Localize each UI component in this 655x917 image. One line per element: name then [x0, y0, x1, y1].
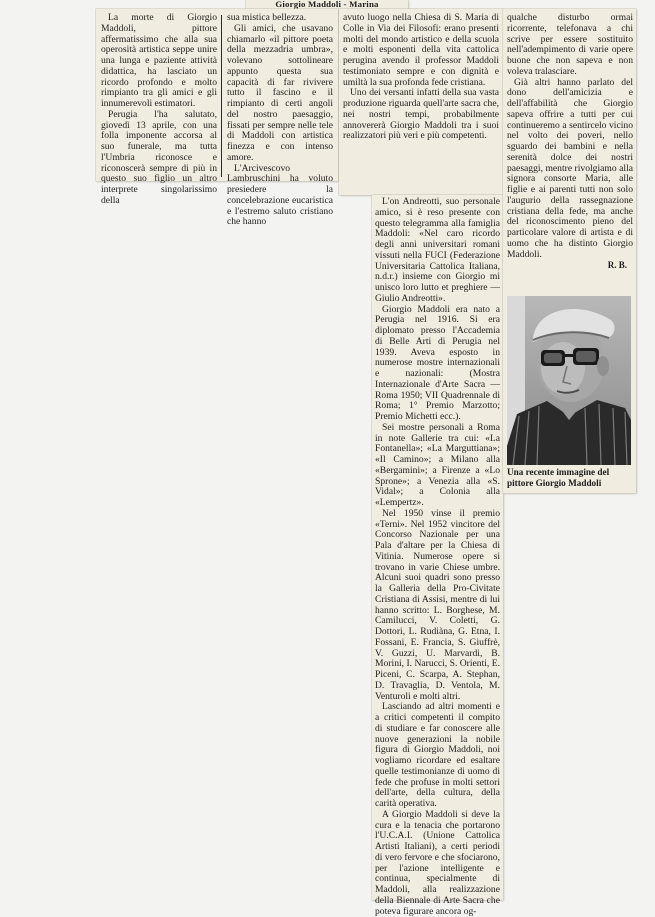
paragraph: Uno dei versanti infatti della sua vasta produzione riguarda quell'arte sacra che, nei nostri tempi, probabilmente annovererà Giorgio Maddoli tra i suoi realizzatori più veri e più competenti.	[343, 87, 499, 142]
header-title: Giorgio Maddoli - Marina	[275, 0, 379, 9]
paragraph: Sei mostre personali a Roma in note Gallerie tra cui: «La Fontanella»; «La Marguttiana»; «Il Camino»; a Milano alla «Bergamini»; a Firenze a «Lo Sprone»; a Venezia alla «S. Vidal»; a Colonia alla «Lempertz».	[375, 421, 500, 508]
paragraph: La morte di Giorgio Maddoli, pittore affermatissimo che alla sua operosità artistica seppe unire una lunga e paziente attività didattica, ha lasciato un ricordo profondo e molto rimpianto tra gli amici e gli innumerevoli estimatori.	[101, 12, 217, 109]
paragraph: L'Arcivescovo Lambruschini ha voluto presiedere la concelebrazione eucaristica e l'estremo saluto cristiano che hanno	[227, 162, 333, 228]
paragraph: Già altri hanno parlato del dono dell'amicizia e dell'affabilità che Giorgio sapeva offrire a tutti per cui continueremo a sentircelo vicino nel volto dei poveri, nello sguardo dei bambini e nella serenità dolce dei nostri paesaggi, mentre rivolgiamo alla signora consorte Maria, alle figlie e ai parenti tutti non solo l'augurio della rassegnazione cristiana della fede, ma anche del riconoscimento pieno del particolare valore di artista e di uomo che ha distinto Giorgio Maddoli.	[507, 76, 633, 260]
paragraph: Nel 1950 vinse il premio «Terni». Nel 1952 vincitore del Concorso Nazionale per una Pala d'altare per la Chiesa di Vitinia. Numerose opere si trovano in varie Chiese umbre. Alcuni suoi quadri sono presso la Galleria della Pro-Civitate Cristiana di Assisi, mentre di lui hanno scritto: L. Borghese, M. Camilucci, V. Coletti, G. Dottori, L. Rudiàna, G. Etna, I. Fossani, E. Francia, S. Giuffrè, V. Guzzi, U. Marvardi, B. Morini, I. Narucci, S. Orienti, E. Piceni, C. Scarpa, A. Stephan, D. Travaglia, D. Ventola, M. Venturoli e molti altri.	[375, 507, 500, 702]
photo-caption: Una recente immagine del pittore Giorgio Maddoli	[507, 467, 610, 488]
top-clipping	[96, 9, 338, 228]
paragraph: Giorgio Maddoli era nato a Perugia nel 1916. Si era diplomato presso l'Accademia di Belle Arti di Perugia nel 1939. Aveva esposto in numerose mostre internazionali e nazionali: (Mostra Internazionale d'Arte Sacra — Roma 1950; VII Quadrennale di Roma; 1° Premio Marzotto; Premio Michetti ecc.).	[375, 303, 500, 422]
column-3-body-clipping	[372, 195, 503, 917]
column-1	[101, 13, 217, 207]
column-4	[507, 13, 633, 271]
paragraph: sua mistica bellezza.	[227, 12, 307, 23]
paragraph: Gli amici, che usavano chiamarlo «il pittore poeta della mezzadria umbra», volevano sottolineare appunto questa sua capacità di far rivivere tutto il fascino e il rimpianto di certi angoli del nostro paesaggio, fissati per sempre nelle tele di Maddoli con artistica finezza e con intenso amore.	[227, 22, 333, 163]
column-divider	[221, 15, 222, 177]
paragraph: avuto luogo nella Chiesa di S. Maria di Colle in Via dei Filosofi: erano presenti molti del mondo artistico e della scuola e molti esponenti della vita cattolica perugina avendo il professor Maddoli testimoniato sempre e con dignità e umiltà la sua profonda fede cristiana.	[343, 12, 499, 88]
paragraph: L'on Andreotti, suo personale amico, si è reso presente con questo telegramma alla famiglia Maddoli: «Nel caro ricordo degli anni universitari romani vissuti nella FUCI (Federazione Universitaria Cattolica Italiana, n.d.r.) insieme con Giorgio mi unisco loro lutto et preghiere — Giulio Andreotti».	[375, 196, 500, 304]
column-3-top-clipping	[339, 9, 503, 195]
paragraph: Lasciando ad altri momenti e a critici competenti il compito di studiare e far conoscere alle nuove generazioni la nobile figura di Giorgio Maddoli, noi vogliamo ricordare ed esaltare quelle testimonianze di uomo di fede che profuse in molti settori dell'arte, della cultura, della carità operativa.	[375, 701, 500, 809]
paragraph: A Giorgio Maddoli si deve la cura e la tenacia che portarono l'U.C.A.I. (Unione Cattolica Artisti Italiani), a certi periodi di vero fervore e che sfociarono, per l'azione intelligente e continua, specialmente di Maddoli, alla realizzazione della Biennale di Arte Sacra che poteva figurare ancora og-	[375, 808, 500, 917]
column-3-top	[343, 13, 499, 142]
paragraph: Perugia l'ha salutato, giovedì 13 aprile, con una folla imponente accorsa al suo funerale, ma tutta l'Umbria riconosce e riconoscerà sempre di più in questo suo figlio un altro interprete singolarissimo della	[101, 108, 217, 206]
paragraph: qualche disturbo ormai ricorrente, telefonava a chi scrive per essere sostituito nell'adempimento di varie opere buone che non sapeva e non voleva tralasciare.	[507, 12, 633, 77]
column-2	[227, 13, 333, 228]
signature: R. B.	[607, 260, 627, 271]
column-3-body	[375, 197, 500, 917]
portrait-photo	[507, 296, 631, 465]
